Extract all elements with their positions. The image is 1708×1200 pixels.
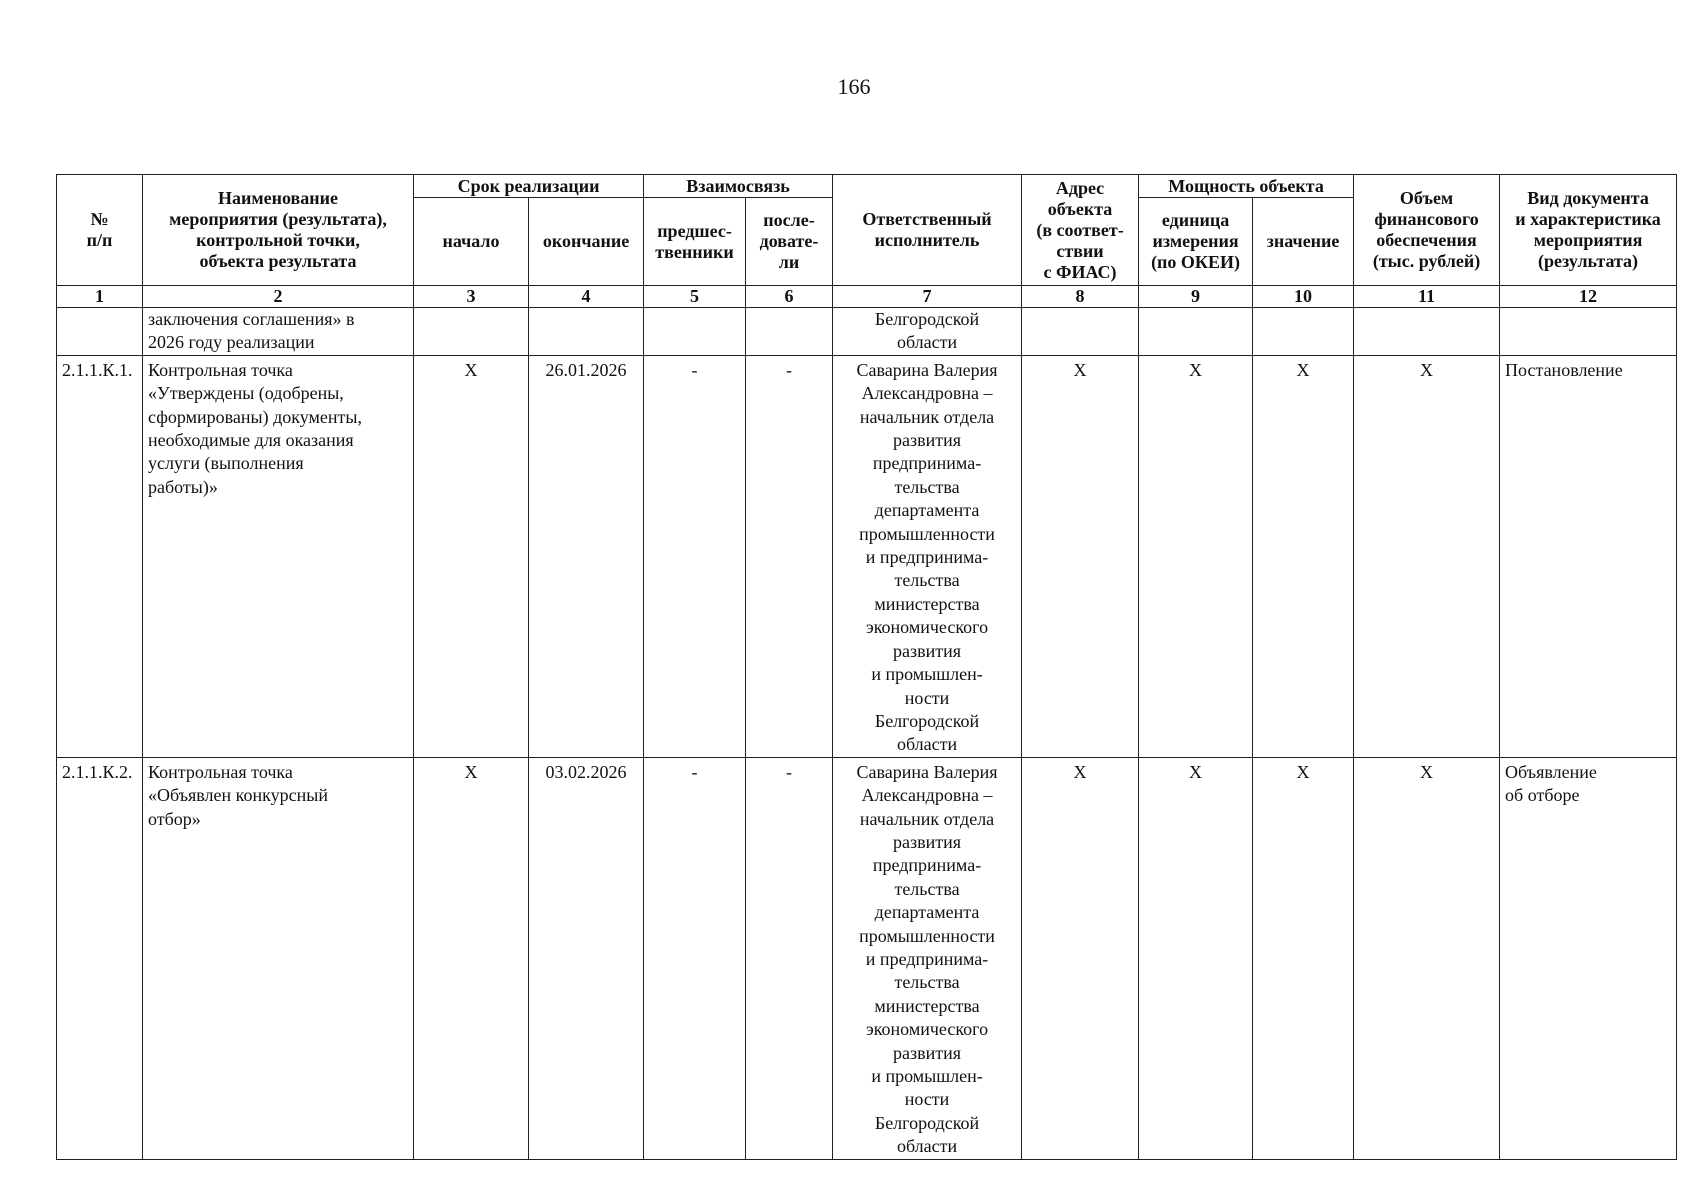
header-link-group: Взаимосвязь xyxy=(644,175,833,198)
header-capacity-unit: единица измерения (по ОКЕИ) xyxy=(1139,198,1253,286)
row-doc xyxy=(1500,308,1677,356)
header-num: № п/п xyxy=(57,175,143,286)
row-end: 03.02.2026 xyxy=(529,757,644,1159)
row-num xyxy=(57,308,143,356)
row-next: - xyxy=(746,355,833,757)
row-doc: Постановление xyxy=(1500,355,1677,757)
column-number: 10 xyxy=(1253,286,1354,308)
row-start xyxy=(414,308,529,356)
header-doc-type: Вид документа и характеристика мероприятия (результата) xyxy=(1500,175,1677,286)
row-responsible: Белгородской области xyxy=(833,308,1022,356)
header-term-end: окончание xyxy=(529,198,644,286)
row-unit: X xyxy=(1139,355,1253,757)
row-finance: X xyxy=(1354,757,1500,1159)
header-address: Адрес объекта (в соответ- ствии с ФИАС) xyxy=(1022,175,1139,286)
table-row xyxy=(57,308,1677,356)
row-next xyxy=(746,308,833,356)
row-name: заключения соглашения» в 2026 году реализации xyxy=(143,308,414,356)
row-address: X xyxy=(1022,355,1139,757)
header-name: Наименование мероприятия (результата), контрольной точки, объекта результата xyxy=(143,175,414,286)
column-number: 12 xyxy=(1500,286,1677,308)
header-term-start: начало xyxy=(414,198,529,286)
row-name: Контрольная точка «Объявлен конкурсный отбор» xyxy=(143,757,414,1159)
row-next: - xyxy=(746,757,833,1159)
header-capacity-value: значение xyxy=(1253,198,1354,286)
column-number: 3 xyxy=(414,286,529,308)
column-number: 11 xyxy=(1354,286,1500,308)
row-name: Контрольная точка «Утверждены (одобрены, сформированы) документы, необходимые для оказания услуги (выполнения работы)» xyxy=(143,355,414,757)
row-prev: - xyxy=(644,757,746,1159)
row-doc: Объявление об отборе xyxy=(1500,757,1677,1159)
header-link-next: после- довате- ли xyxy=(746,198,833,286)
header-finance: Объем финансового обеспечения (тыс. рублей) xyxy=(1354,175,1500,286)
row-start: X xyxy=(414,355,529,757)
column-number: 7 xyxy=(833,286,1022,308)
row-finance xyxy=(1354,308,1500,356)
header-capacity-group: Мощность объекта xyxy=(1139,175,1354,198)
row-num: 2.1.1.К.1. xyxy=(57,355,143,757)
row-value xyxy=(1253,308,1354,356)
table-row xyxy=(57,355,1677,757)
column-number: 4 xyxy=(529,286,644,308)
page-number: 166 xyxy=(837,74,871,99)
column-number: 2 xyxy=(143,286,414,308)
header-responsible: Ответственный исполнитель xyxy=(833,175,1022,286)
column-number: 1 xyxy=(57,286,143,308)
column-number: 9 xyxy=(1139,286,1253,308)
measures-table xyxy=(56,174,1677,1160)
row-end: 26.01.2026 xyxy=(529,355,644,757)
row-value: X xyxy=(1253,355,1354,757)
column-number: 5 xyxy=(644,286,746,308)
row-address xyxy=(1022,308,1139,356)
row-end xyxy=(529,308,644,356)
row-responsible: Саварина Валерия Александровна – начальник отдела развития предпринима- тельства департамента промышленности и предпринима- тельства министерства экономического развития и промышлен- ности Белгородской области xyxy=(833,355,1022,757)
row-prev xyxy=(644,308,746,356)
row-unit xyxy=(1139,308,1253,356)
header-term-group: Срок реализации xyxy=(414,175,644,198)
row-responsible: Саварина Валерия Александровна – начальник отдела развития предпринима- тельства департамента промышленности и предпринима- тельства министерства экономического развития и промышлен- ности Белгородской области xyxy=(833,757,1022,1159)
row-finance: X xyxy=(1354,355,1500,757)
row-prev: - xyxy=(644,355,746,757)
column-numbers-row xyxy=(57,286,1677,308)
row-address: X xyxy=(1022,757,1139,1159)
row-start: X xyxy=(414,757,529,1159)
row-value: X xyxy=(1253,757,1354,1159)
header-link-prev: предшес- твенники xyxy=(644,198,746,286)
table-row xyxy=(57,757,1677,1159)
row-num: 2.1.1.К.2. xyxy=(57,757,143,1159)
column-number: 8 xyxy=(1022,286,1139,308)
row-unit: X xyxy=(1139,757,1253,1159)
column-number: 6 xyxy=(746,286,833,308)
